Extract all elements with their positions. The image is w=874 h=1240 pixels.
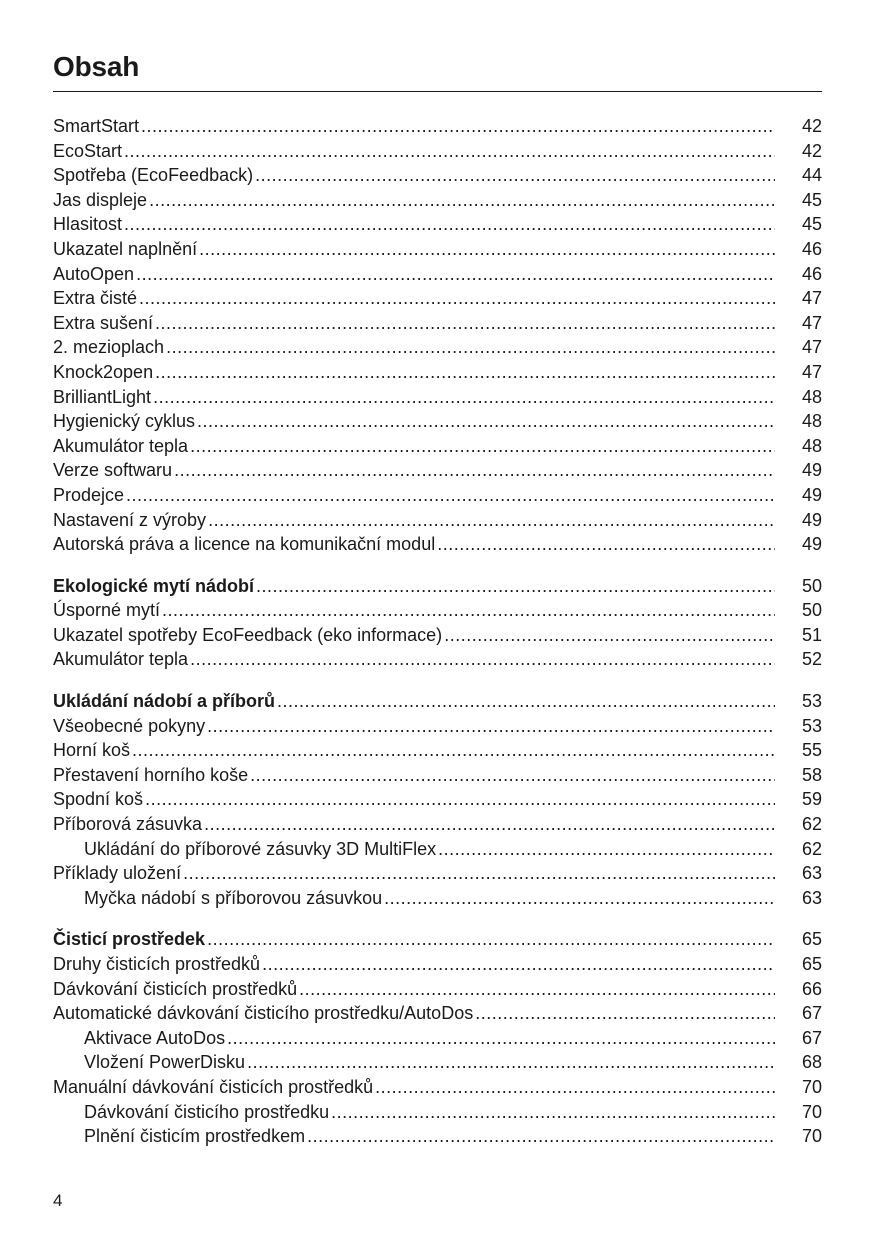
dot-leader [162,598,775,623]
dot-leader [139,286,775,311]
toc-entry-page: 45 [801,189,822,210]
toc-entry[interactable] [53,1001,822,1026]
toc-entry-label: Prodejce [53,484,125,505]
dot-leader [247,1050,775,1075]
toc-entry-label: Plnění čisticím prostředkem [84,1126,306,1147]
toc-entry-page: 58 [801,764,822,785]
toc-entry[interactable] [53,763,822,788]
toc-entry-page: 42 [801,140,822,161]
dot-leader [166,335,775,360]
toc-entry[interactable] [53,188,822,213]
toc-entry[interactable] [53,598,822,623]
toc-entry[interactable] [53,483,822,508]
toc-entry-label: Hygienický cyklus [53,411,196,432]
toc-entry-page: 50 [801,575,822,596]
toc-entry-label: Spotřeba (EcoFeedback) [53,165,254,186]
page-number: 4 [53,1191,63,1210]
toc-entry-label: Ukládání do příborové zásuvky 3D MultiFlex [84,838,437,859]
dot-leader [331,1100,775,1125]
toc-entry-label: Dávkování čisticího prostředku [84,1101,330,1122]
toc-entry-label: SmartStart [53,116,140,136]
toc-entry[interactable] [53,434,822,459]
dot-leader [199,237,775,262]
toc-entry-label: Úsporné mytí [53,600,161,621]
toc-entry-page: 59 [801,789,822,810]
toc-entry-label: Verze softwaru [53,460,173,481]
toc-entry-page: 49 [801,509,822,530]
toc-entry-page: 52 [801,649,822,670]
dot-leader [207,927,775,952]
toc-entry[interactable] [53,360,822,385]
toc-entry-label: EcoStart [53,140,123,161]
dot-leader [155,311,775,336]
dot-leader [204,812,775,837]
toc-entry-label: Aktivace AutoDos [84,1027,226,1048]
toc-entry-page: 67 [801,1003,822,1024]
toc-entry[interactable] [53,738,822,763]
toc-entry-page: 48 [801,386,822,407]
dot-leader [438,837,775,862]
dot-leader [149,188,775,213]
toc-heading-entry[interactable] [53,927,822,952]
toc-entry-page: 55 [801,740,822,761]
toc-entry-label: Dávkování čisticích prostředků [53,978,298,999]
dot-leader [183,861,775,886]
dot-leader [277,689,775,714]
dot-leader [155,360,775,385]
toc-entry[interactable] [53,114,822,139]
dot-leader [124,212,775,237]
toc-entry-label: Čisticí prostředek [53,929,206,950]
dot-leader [174,458,775,483]
toc-section [53,927,822,1148]
toc-entry[interactable] [53,714,822,739]
title-divider [53,91,822,92]
toc-entry-label: Myčka nádobí s příborovou zásuvkou [84,887,383,908]
toc-entry-page: 70 [801,1126,822,1147]
toc-entry-page: 70 [801,1076,822,1097]
toc-entry[interactable] [53,409,822,434]
toc-entry-page: 46 [801,238,822,259]
toc-entry-label: Extra sušení [53,312,154,333]
toc-section [53,689,822,910]
toc-entry-label: Ukazatel naplnění [53,238,198,259]
toc-subentry[interactable] [53,837,822,862]
table-of-contents [53,114,822,1166]
toc-entry-label: Ukládání nádobí a příborů [53,691,276,712]
toc-entry-label: 2. mezioplach [53,337,165,358]
toc-entry-page: 50 [801,600,822,621]
toc-entry-label: Příborová zásuvka [53,814,203,835]
toc-entry[interactable] [53,262,822,287]
dot-leader [141,114,775,139]
toc-entry-label: Knock2open [53,361,154,382]
toc-subentry[interactable] [53,1100,822,1125]
toc-entry-label: AutoOpen [53,263,135,284]
dot-leader [262,952,775,977]
toc-entry-page: 63 [801,887,822,908]
toc-subentry[interactable] [53,1026,822,1051]
toc-entry-page: 67 [801,1027,822,1048]
dot-leader [227,1026,775,1051]
dot-leader [250,763,775,788]
dot-leader [384,886,775,911]
toc-entry-page: 53 [801,691,822,712]
dot-leader [255,163,775,188]
toc-entry-label: Akumulátor tepla [53,435,189,456]
toc-entry-page: 53 [801,715,822,736]
toc-entry[interactable] [53,458,822,483]
toc-entry[interactable] [53,787,822,812]
toc-entry[interactable] [53,532,822,557]
dot-leader [375,1075,775,1100]
toc-entry[interactable] [53,212,822,237]
dot-leader [124,139,775,164]
page-title: Obsah [53,51,140,82]
toc-entry-label: Autorská práva a licence na komunikační modul [53,534,436,555]
toc-entry-label: Akumulátor tepla [53,649,189,670]
toc-entry[interactable] [53,163,822,188]
dot-leader [197,409,775,434]
toc-entry-label: Vložení PowerDisku [84,1052,246,1073]
toc-entry-label: Jas displeje [53,189,148,210]
toc-entry-page: 48 [801,411,822,432]
toc-entry-page: 49 [801,484,822,505]
dot-leader [153,385,775,410]
toc-entry[interactable] [53,861,822,886]
toc-entry-page: 47 [801,361,822,382]
toc-entry[interactable] [53,311,822,336]
toc-entry-label: Extra čisté [53,288,138,309]
dot-leader [190,647,775,672]
toc-entry-page: 46 [801,263,822,284]
toc-subentry[interactable] [53,1124,822,1149]
toc-entry-page: 68 [801,1052,822,1073]
toc-entry[interactable] [53,812,822,837]
toc-entry-page: 66 [801,978,822,999]
dot-leader [207,714,775,739]
toc-entry-page: 65 [801,929,822,950]
dot-leader [256,574,775,599]
toc-entry-page: 47 [801,337,822,358]
toc-entry[interactable] [53,385,822,410]
toc-entry-label: Přestavení horního koše [53,764,249,785]
toc-entry-page: 47 [801,288,822,309]
toc-entry-page: 42 [801,116,822,136]
toc-entry-page: 44 [801,165,822,186]
toc-entry-label: Ekologické mytí nádobí [53,575,255,596]
toc-entry-page: 65 [801,954,822,974]
toc-entry-page: 49 [801,534,822,555]
dot-leader [437,532,775,557]
toc-entry-label: Spodní koš [53,789,144,810]
toc-entry-label: Hlasitost [53,214,123,235]
toc-entry-page: 51 [801,624,822,645]
dot-leader [299,977,775,1002]
dot-leader [307,1124,775,1149]
toc-entry[interactable] [53,286,822,311]
toc-entry[interactable] [53,237,822,262]
toc-entry-label: Druhy čisticích prostředků [53,954,261,974]
dot-leader [444,623,775,648]
toc-entry[interactable] [53,139,822,164]
toc-entry-label: Nastavení z výroby [53,509,207,530]
toc-entry-label: Všeobecné pokyny [53,715,206,736]
dot-leader [475,1001,775,1026]
toc-entry-label: Automatické dávkování čisticího prostředku/AutoDos [53,1003,474,1024]
toc-entry[interactable] [53,1075,822,1100]
toc-entry[interactable] [53,508,822,533]
dot-leader [132,738,775,763]
toc-entry-page: 47 [801,312,822,333]
dot-leader [208,508,775,533]
toc-section [53,574,822,672]
toc-entry-page: 45 [801,214,822,235]
toc-entry[interactable] [53,335,822,360]
toc-entry[interactable] [53,647,822,672]
toc-heading-entry[interactable] [53,689,822,714]
toc-entry-page: 62 [801,814,822,835]
toc-entry-page: 62 [801,838,822,859]
toc-entry-label: BrilliantLight [53,386,152,407]
dot-leader [126,483,775,508]
toc-entry[interactable] [53,977,822,1002]
dot-leader [136,262,775,287]
toc-entry-page: 70 [801,1101,822,1122]
toc-subentry[interactable] [53,886,822,911]
toc-entry-page: 63 [801,863,822,884]
toc-entry[interactable] [53,952,822,977]
toc-heading-entry[interactable] [53,574,822,599]
toc-entry-label: Horní koš [53,740,131,761]
toc-section [53,114,822,557]
toc-entry-label: Manuální dávkování čisticích prostředků [53,1076,374,1097]
toc-entry-label: Příklady uložení [53,863,182,884]
dot-leader [190,434,775,459]
toc-entry-label: Ukazatel spotřeby EcoFeedback (eko informace) [53,624,443,645]
toc-entry-page: 48 [801,435,822,456]
toc-subentry[interactable] [53,1050,822,1075]
toc-entry-page: 49 [801,460,822,481]
toc-entry[interactable] [53,623,822,648]
dot-leader [145,787,775,812]
